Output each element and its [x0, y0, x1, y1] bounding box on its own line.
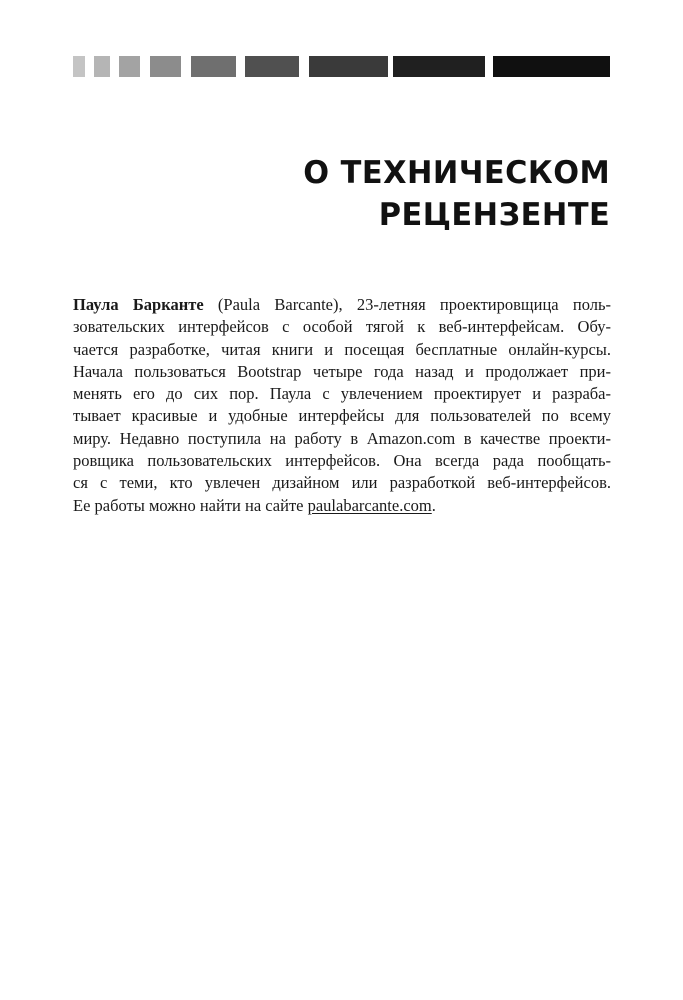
bar-segment	[245, 56, 299, 77]
bio-line: Начала пользоваться Bootstrap четыре года назад и продолжает при-	[73, 361, 611, 381]
bar-segment	[493, 56, 610, 77]
bio-text: .	[431, 495, 436, 515]
reviewer-name: Паула Барканте	[73, 295, 204, 314]
bar-segment	[393, 56, 485, 77]
bio-text: Ее работы можно найти на сайте	[73, 495, 308, 515]
bio-text: (Paula Barcante), 23-летняя проектировщица поль-	[203, 295, 611, 314]
bar-segment	[119, 56, 140, 77]
bar-segment	[73, 56, 85, 77]
reviewer-bio	[73, 294, 611, 517]
bio-line: ся с теми, кто увлечен дизайном или разработкой веб-интерфейсов.	[73, 473, 611, 493]
bio-line: зовательских интерфейсов с особой тягой к веб-интерфейсам. Обу-	[73, 317, 611, 337]
bio-line	[73, 294, 611, 316]
website-link[interactable]: paulabarcante.com	[307, 495, 432, 515]
bar-segment	[309, 56, 388, 77]
bio-line: ровщика пользовательских интерфейсов. Она всегда рада пообщать-	[73, 451, 611, 471]
bio-line: тывает красивые и удобные интерфейсы для пользователей по всему	[73, 406, 611, 426]
decorative-gradient-bar	[73, 56, 610, 77]
bio-line: миру. Недавно поступила на работу в Amazon.com в качестве проекти-	[73, 428, 611, 448]
bar-segment	[191, 56, 236, 77]
page-title	[303, 152, 610, 236]
bar-segment	[150, 56, 181, 77]
bio-line: менять его до сих пор. Паула с увлечением проектирует и разраба-	[73, 384, 611, 404]
page-title-line-2: РЕЦЕНЗЕНТЕ	[378, 197, 610, 233]
bio-line	[73, 495, 611, 517]
bio-line: чается разработке, читая книги и посещая бесплатные онлайн-курсы.	[73, 339, 611, 359]
bar-segment	[94, 56, 110, 77]
page-title-line-1: О ТЕХНИЧЕСКОМ	[302, 155, 610, 191]
